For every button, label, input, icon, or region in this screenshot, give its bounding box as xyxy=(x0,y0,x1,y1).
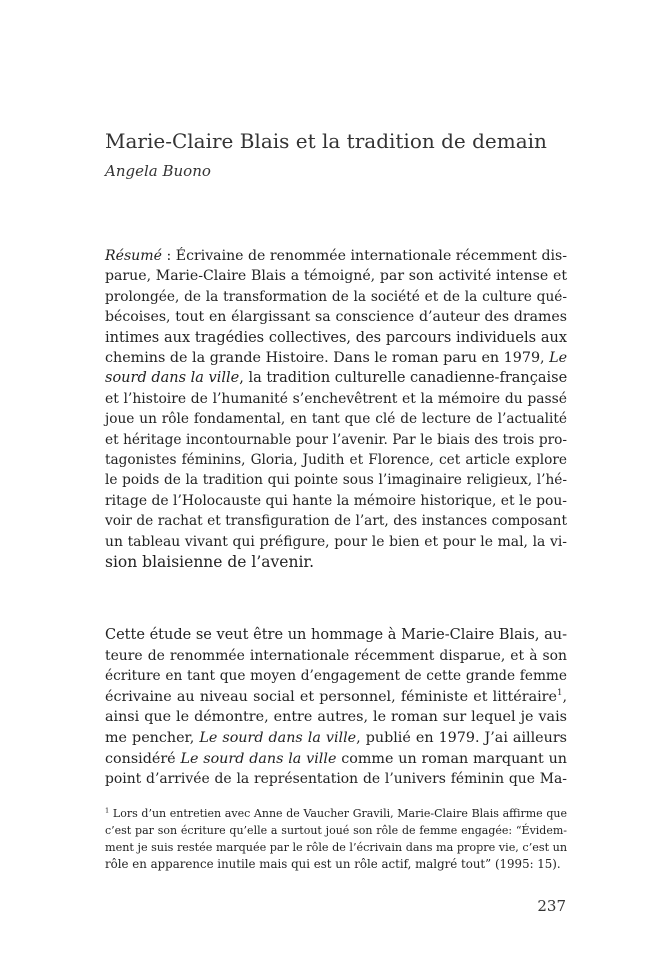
abstract-line xyxy=(105,246,567,266)
abstract-text: , la tradition culturelle canadienne-française xyxy=(239,370,568,387)
body-text: , publié en 1979. J’ai ailleurs xyxy=(356,729,567,746)
footnote-line: c’est par son écriture qu’elle a surtout joué son rôle de femme engagée: “Évidem- xyxy=(105,824,567,837)
footnote xyxy=(105,805,567,873)
body-line: Cette étude se veut être un hommage à Marie-Claire Blais, au- xyxy=(105,627,567,643)
abstract-label: Résumé xyxy=(105,248,162,264)
abstract-line: et héritage incontournable pour l’avenir. Par le biais des trois pro- xyxy=(105,431,567,448)
abstract-text: chemins de la grande Histoire. Dans le roman paru en 1979, xyxy=(105,350,550,367)
abstract-text: : Écrivaine de renommée internationale récemment dis- xyxy=(161,248,567,264)
body-line: ainsi que le démontre, entre autres, le roman sur lequel je vais xyxy=(105,709,567,726)
body-line: teure de renommée internationale récemment disparue, et à son xyxy=(105,647,567,664)
abstract-line: le poids de la tradition qui pointe sous l’imaginaire religieux, l’hé- xyxy=(105,472,567,489)
abstract-line: bécoises, tout en élargissant sa conscience d’auteur des drames xyxy=(105,309,567,326)
body-text: considéré xyxy=(105,750,181,767)
body-text: me pencher, xyxy=(105,729,200,746)
body-text: écrivaine au niveau social et personnel, féministe et littéraire xyxy=(105,688,557,705)
body-text: comme un roman marquant un xyxy=(336,750,567,767)
body-line xyxy=(105,687,567,708)
abstract-line: ritage de l’Holocauste qui hante la mémoire historique, et le pou- xyxy=(105,492,567,509)
abstract-paragraph xyxy=(105,246,567,573)
novel-title: Le sourd dans la ville xyxy=(199,729,357,746)
abstract-line: prolongée, de la transformation de la société et de la culture qué- xyxy=(105,288,567,305)
body-line: écriture en tant que moyen d’engagement de cette grande femme xyxy=(105,668,567,685)
body-line xyxy=(105,728,567,749)
abstract-line: tagonistes féminins, Gloria, Judith et Florence, cet article explore xyxy=(105,452,567,469)
abstract-line: et l’histoire de l’humanité s’enchevêtrent et la mémoire du passé xyxy=(105,390,567,407)
abstract-line: intimes aux tragédies collectives, des parcours individuels aux xyxy=(105,329,567,346)
body-text: , xyxy=(562,688,567,705)
body-line xyxy=(105,749,567,770)
abstract-line: joue un rôle fondamental, en tant que clé de lecture de l’actualité xyxy=(105,411,567,428)
body-paragraph xyxy=(105,625,567,790)
abstract-line: parue, Marie-Claire Blais a témoigné, par son activité intense et xyxy=(105,268,567,285)
footnote-line xyxy=(105,805,567,822)
abstract-line xyxy=(105,348,567,368)
abstract-line: sion blaisienne de l’avenir. xyxy=(105,553,315,572)
abstract-line: voir de rachat et transfiguration de l’art, des instances composant xyxy=(105,513,567,530)
page-number: 237 xyxy=(537,897,566,915)
footnote-line: rôle en apparence inutile mais qui est un rôle actif, malgré tout” (1995: 15). xyxy=(105,857,561,871)
article-title: Marie-Claire Blais et la tradition de demain xyxy=(105,129,547,153)
footnote-marker: 1 xyxy=(105,806,110,815)
abstract-line xyxy=(105,368,567,388)
body-line: point d’arrivée de la représentation de l’univers féminin que Ma- xyxy=(105,771,567,788)
article-author: Angela Buono xyxy=(105,162,211,180)
novel-title: sourd dans la ville xyxy=(105,370,240,387)
footnote-line: ment je suis restée marquée par le rôle de l’écrivain dans ma propre vie, c’est un xyxy=(105,841,568,854)
novel-title: Le sourd dans la ville xyxy=(180,750,337,767)
novel-title: Le xyxy=(549,350,568,367)
footnote-text: Lors d’un entretien avec Anne de Vaucher Gravili, Marie-Claire Blais affirme que xyxy=(109,807,567,820)
footnote-reference[interactable]: 1 xyxy=(556,688,563,699)
abstract-line: un tableau vivant qui préfigure, pour le bien et pour le mal, la vi- xyxy=(105,533,567,550)
